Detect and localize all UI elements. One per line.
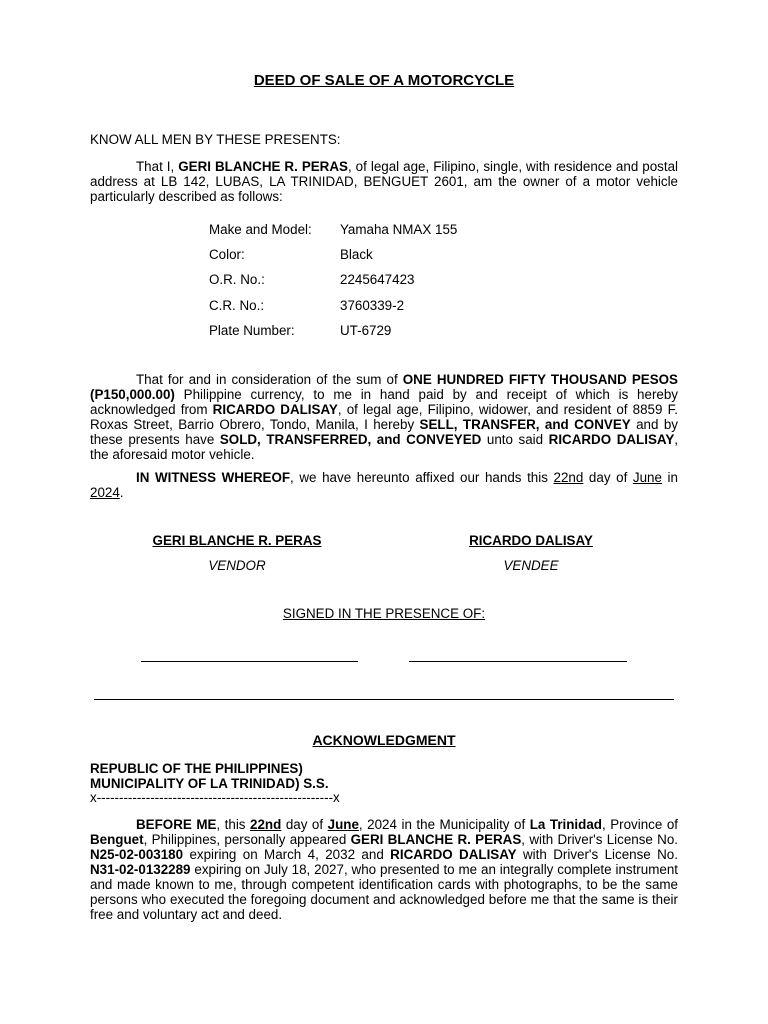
body-text: That for and in consideration of the sum of [136,372,403,387]
body-text: in [661,470,678,485]
spec-value: 2245647423 [340,272,415,287]
witness-paragraph [90,470,678,500]
body-text: , of legal age, Filipino, widower, and resident of 8859 F. Roxas Street, Barrio Obrero, Tondo, Manila, I hereby [90,402,678,432]
body-text: , Philippines, personally appeared [143,832,351,847]
spec-value: UT-6729 [340,323,392,338]
body-text: . [119,485,124,500]
body-text: Philippine currency, to me in hand paid by and receipt of which is hereby acknowledged from [90,387,678,417]
know-all-heading: KNOW ALL MEN BY THESE PRESENTS: [90,132,341,147]
witness-signature-line-1 [141,661,358,662]
signing-year: 2024 [90,485,120,500]
signing-day: 22nd [553,470,584,485]
witness-lead: IN WITNESS WHEREOF [136,470,291,485]
ack-municipality: La Trinidad [529,817,602,832]
body-text: , the aforesaid motor vehicle. [90,432,678,462]
venue-line-2: MUNICIPALITY OF LA TRINIDAD) S.S. [90,776,329,791]
vendor-name: GERI BLANCHE R. PERAS [152,533,322,548]
signing-month: June [632,470,662,485]
spec-label: Color: [209,247,245,262]
buyer-name: RICARDO DALISAY [548,432,675,447]
body-text: , with Driver's License No. [521,832,679,847]
ack-license-1: N25-02-003180 [90,847,184,862]
body-text: day of [583,470,633,485]
body-text: and by these presents have [90,417,678,447]
body-text: , Province of [601,817,679,832]
venue-separator: x-----------------------------------------------------x [90,790,340,805]
spec-label: Plate Number: [209,323,295,338]
buyer-name: RICARDO DALISAY [212,402,338,417]
body-text: , we have hereunto affixed our hands this [290,470,554,485]
ack-province: Benguet [90,832,144,847]
spec-value: 3760339-2 [340,298,405,313]
venue-line-1: REPUBLIC OF THE PHILIPPINES) [90,761,303,776]
vendor-role: VENDOR [208,558,266,573]
ack-lead: BEFORE ME [136,817,217,832]
ack-license-2: N31-02-0132289 [90,862,191,877]
document-title: DEED OF SALE OF A MOTORCYCLE [253,72,515,89]
conveyance-verbs-past: SOLD, TRANSFERRED, and CONVEYED [219,432,482,447]
body-text: with Driver's License No. [516,847,678,862]
spec-label: O.R. No.: [209,272,265,287]
section-divider [94,699,674,700]
ack-party-2: RICARDO DALISAY [390,847,517,862]
spec-value: Black [340,247,373,262]
seller-name: GERI BLANCHE R. PERAS [178,159,348,174]
consideration-paragraph [90,372,678,462]
intro-paragraph [90,159,678,204]
body-text: expiring on July 18, 2027, who presented to me an integrally complete instrument and made known to me, through competent identification cards with photographs, to be the same persons who executed the foregoing document and acknowledged before me that the same is their free and voluntary act and deed. [90,862,678,922]
conveyance-verbs: SELL, TRANSFER, and CONVEY [419,417,631,432]
sale-amount: ONE HUNDRED FIFTY THOUSAND PESOS (P150,000.00) [90,372,678,402]
vendee-name: RICARDO DALISAY [469,533,593,548]
witness-signature-line-2 [409,661,627,662]
spec-label: Make and Model: [209,222,312,237]
spec-value: Yamaha NMAX 155 [340,222,458,237]
ack-month: June [327,817,359,832]
spec-label: C.R. No.: [209,298,265,313]
body-text: , this [216,817,251,832]
body-text: unto said [481,432,549,447]
body-text: expiring on March 4, 2032 and [183,847,391,862]
intro-text-cont: , of legal age, Filipino, single, with residence and postal address at LB 142, LUBAS, LA TRINIDAD, BENGUET 2601, am the owner of a motor vehicle particularly described as follows: [90,159,678,204]
acknowledgment-paragraph [90,817,678,922]
presence-heading: SIGNED IN THE PRESENCE OF: [282,606,486,621]
ack-day: 22nd [250,817,282,832]
ack-party-1: GERI BLANCHE R. PERAS [350,832,522,847]
acknowledgment-title: ACKNOWLEDGMENT [312,732,456,748]
vendee-role: VENDEE [503,558,559,573]
intro-text: That I, [136,159,179,174]
body-text: , 2024 in the Municipality of [358,817,530,832]
body-text: day of [281,817,328,832]
